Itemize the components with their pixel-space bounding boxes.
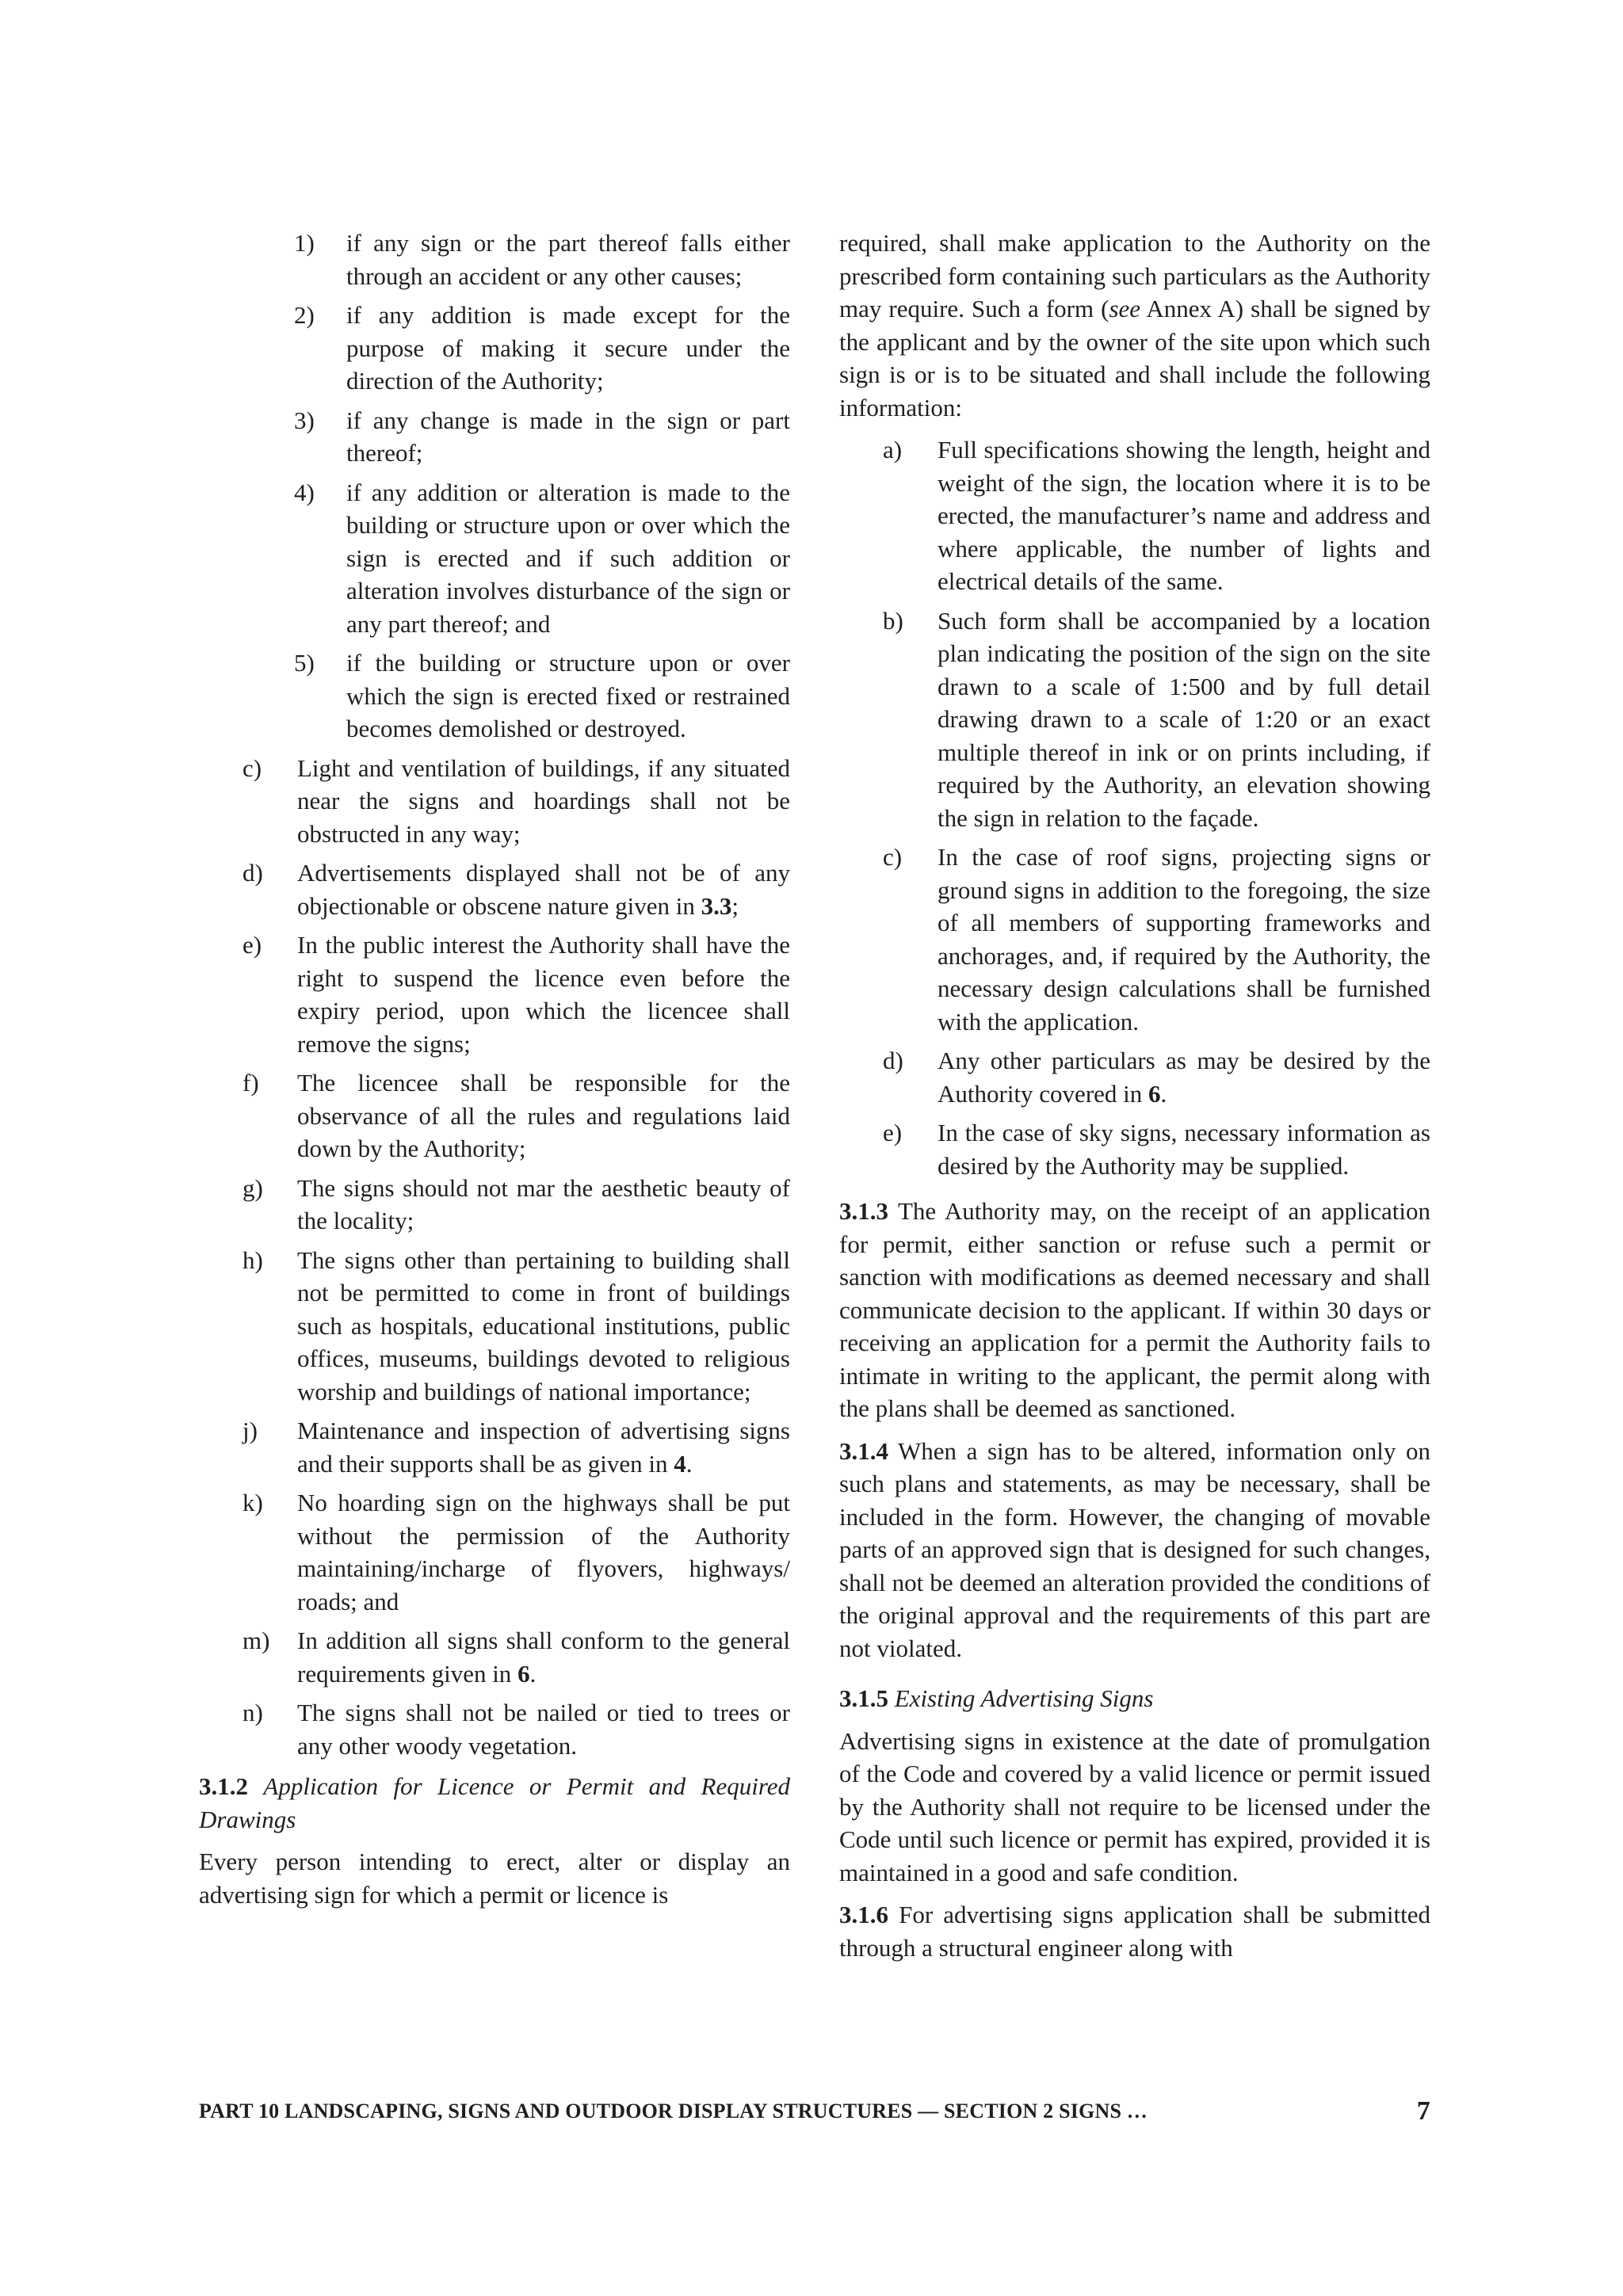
list-marker: c) <box>883 843 903 871</box>
list-text: if any addition is made except for the purpose of making it secure under the direction of the Authority; <box>346 301 790 395</box>
list-item <box>199 476 790 641</box>
section-heading <box>839 1682 1430 1715</box>
list-text: Maintenance and inspection of advertising signs and their supports shall be as given in <box>297 1417 790 1478</box>
list-text: if the building or structure upon or over which the sign is erected fixed or restrained becomes demolished or destroyed. <box>346 649 790 742</box>
list-item <box>839 1044 1430 1110</box>
list-text-tail: ; <box>731 891 739 920</box>
paragraph <box>839 227 1430 424</box>
paragraph: Advertising signs in existence at the date of promulgation of the Code and covered by a valid licence or permit issued by the Authority shall not require to be licensed under the Code until such licence or permit has expired, provided it is maintained in a good and safe condition. <box>839 1726 1430 1886</box>
list-marker: j) <box>242 1417 258 1444</box>
list-item <box>199 856 790 922</box>
paragraph-text: required, shall make application to the Authority on the prescribed form containing such particulars as the Authority may require. Such a form ( <box>839 229 1430 322</box>
page-number: 7 <box>1416 2096 1430 2126</box>
list-text: if any addition or alteration is made to the building or structure upon or over which the sign is erected and if such addition or alteration involves disturbance of the sign or any part thereof; and <box>346 478 790 638</box>
list-item <box>199 404 790 470</box>
paragraph-text: When a sign has to be altered, information only on such plans and statements, as may be necessary, shall be included in the form. However, the changing of movable parts of an approved sign that is designed for such changes, shall not be deemed an alteration provided the conditions of the original approval and the requirements of this part are not violated. <box>839 1436 1430 1662</box>
list-item <box>199 1414 790 1480</box>
list-text: The licencee shall be responsible for the observance of all the rules and regulations laid down by the Authority; <box>297 1069 790 1162</box>
list-item <box>199 227 790 292</box>
paragraph <box>839 1435 1430 1665</box>
list-item <box>199 1624 790 1690</box>
list-text: Full specifications showing the length, height and weight of the sign, the location where it is to be erected, the manufacturer’s name and address and where applicable, the number of lights and electrical details of the same. <box>938 436 1430 595</box>
section-number: 3.1.4 <box>839 1436 888 1465</box>
list-item <box>839 433 1430 598</box>
list-text: if any change is made in the sign or part thereof; <box>346 406 790 467</box>
section-number: 3.1.3 <box>839 1197 888 1225</box>
list-item <box>199 1244 790 1409</box>
list-text: In the case of roof signs, projecting signs or ground signs in addition to the foregoing, the size of all members of supporting frameworks and anchorages, and, if required by the Authority, the necessary design calculations shall be furnished with the application. <box>938 843 1430 1035</box>
list-marker: e) <box>242 931 262 959</box>
see-reference: see <box>1109 295 1141 322</box>
paragraph-text: Annex A) shall be signed by the applicant and by the owner of the site upon which such sign is or is to be situated and shall include the following information: <box>839 295 1430 421</box>
list-marker: 4) <box>294 478 315 506</box>
page-footer <box>199 2096 1430 2126</box>
list-text-tail: . <box>685 1449 693 1478</box>
clause-reference: 4 <box>674 1449 686 1478</box>
clause-reference: 6 <box>517 1659 530 1688</box>
list-text: In addition all signs shall conform to the general requirements given in <box>297 1627 790 1688</box>
running-title: PART 10 LANDSCAPING, SIGNS AND OUTDOOR DISPLAY STRUCTURES — SECTION 2 SIGNS … <box>199 2100 1148 2122</box>
section-number: 3.1.2 <box>199 1772 248 1800</box>
section-heading <box>199 1770 790 1836</box>
list-marker: 2) <box>294 301 315 329</box>
list-text-tail: . <box>529 1659 537 1688</box>
list-marker: h) <box>242 1245 263 1274</box>
list-text: The signs should not mar the aesthetic beauty of the locality; <box>297 1173 790 1234</box>
left-column <box>199 227 790 1920</box>
list-text: The signs other than pertaining to building shall not be permitted to come in front of buildings such as hospitals, educational institutions, public offices, museums, buildings devoted to religious worship and buildings of national importance; <box>297 1245 790 1405</box>
list-text: No hoarding sign on the highways shall be put without the permission of the Authority maintaining/incharge of flyovers, highways/ roads; and <box>297 1489 790 1615</box>
paragraph-text: For advertising signs application shall be submitted through a structural engineer along with <box>839 1901 1430 1962</box>
list-marker: n) <box>242 1699 263 1726</box>
list-marker: d) <box>242 859 263 887</box>
list-marker: 3) <box>294 406 315 434</box>
paragraph <box>839 1898 1430 1964</box>
list-text: Any other particulars as may be desired by the Authority covered in <box>938 1047 1430 1108</box>
clause-reference: 3.3 <box>701 891 732 920</box>
list-marker: 5) <box>294 649 315 677</box>
list-marker: c) <box>242 753 262 782</box>
section-title: Application for Licence or Permit and Required Drawings <box>199 1772 791 1833</box>
list-text: Light and ventilation of buildings, if any situated near the signs and hoardings shall not be obstructed in any way; <box>297 753 790 848</box>
list-marker: g) <box>242 1173 263 1202</box>
paragraph <box>839 1195 1430 1425</box>
list-item <box>199 1696 790 1762</box>
list-marker: 1) <box>294 229 315 257</box>
list-marker: m) <box>242 1627 270 1654</box>
right-column <box>839 227 1430 1974</box>
paragraph: Every person intending to erect, alter or display an advertising sign for which a permit or licence is <box>199 1848 790 1909</box>
list-item <box>199 929 790 1060</box>
list-text: Advertisements displayed shall not be of any objectionable or obscene nature given in <box>297 859 790 920</box>
list-marker: f) <box>242 1069 259 1097</box>
list-item <box>199 752 790 851</box>
list-text: In the public interest the Authority shall have the right to suspend the licence even before the expiry period, upon which the licencee shall remove the signs; <box>297 931 790 1058</box>
list-text: In the case of sky signs, necessary information as desired by the Authority may be supplied. <box>938 1119 1430 1180</box>
list-item <box>199 646 790 746</box>
section-title: Existing Advertising Signs <box>894 1684 1154 1712</box>
list-marker: e) <box>883 1119 903 1146</box>
list-item <box>839 605 1430 835</box>
list-item <box>199 1172 790 1238</box>
list-item <box>199 1066 790 1165</box>
list-marker: b) <box>883 606 903 635</box>
list-text: Such form shall be accompanied by a location plan indicating the position of the sign on the site drawn to a scale of 1:500 and by full detail drawing drawn to a scale of 1:20 or an exact multiple thereof in ink or on prints including, if required by the Authority, an elevation showing the sign in relation to the façade. <box>938 606 1430 832</box>
list-text: The signs shall not be nailed or tied to trees or any other woody vegetation. <box>297 1699 790 1760</box>
list-marker: d) <box>883 1047 903 1074</box>
list-text-tail: . <box>1160 1079 1167 1108</box>
list-text: if any sign or the part thereof falls either through an accident or any other causes; <box>346 229 790 290</box>
list-item <box>199 1486 790 1618</box>
list-item <box>839 841 1430 1038</box>
list-item <box>199 299 790 398</box>
section-number: 3.1.6 <box>839 1901 888 1928</box>
section-number: 3.1.5 <box>839 1684 888 1712</box>
list-marker: k) <box>242 1489 263 1516</box>
list-item <box>839 1116 1430 1182</box>
clause-reference: 6 <box>1148 1079 1161 1108</box>
paragraph-text: The Authority may, on the receipt of an application for permit, either sanction or refuse such a permit or sanction with modifications as deemed necessary and shall communicate decision to the applicant. If within 30 days or receiving an application for a permit the Authority fails to intimate in writing to the applicant, the permit along with the plans shall be deemed as sanctioned. <box>839 1197 1430 1422</box>
list-marker: a) <box>883 436 903 463</box>
